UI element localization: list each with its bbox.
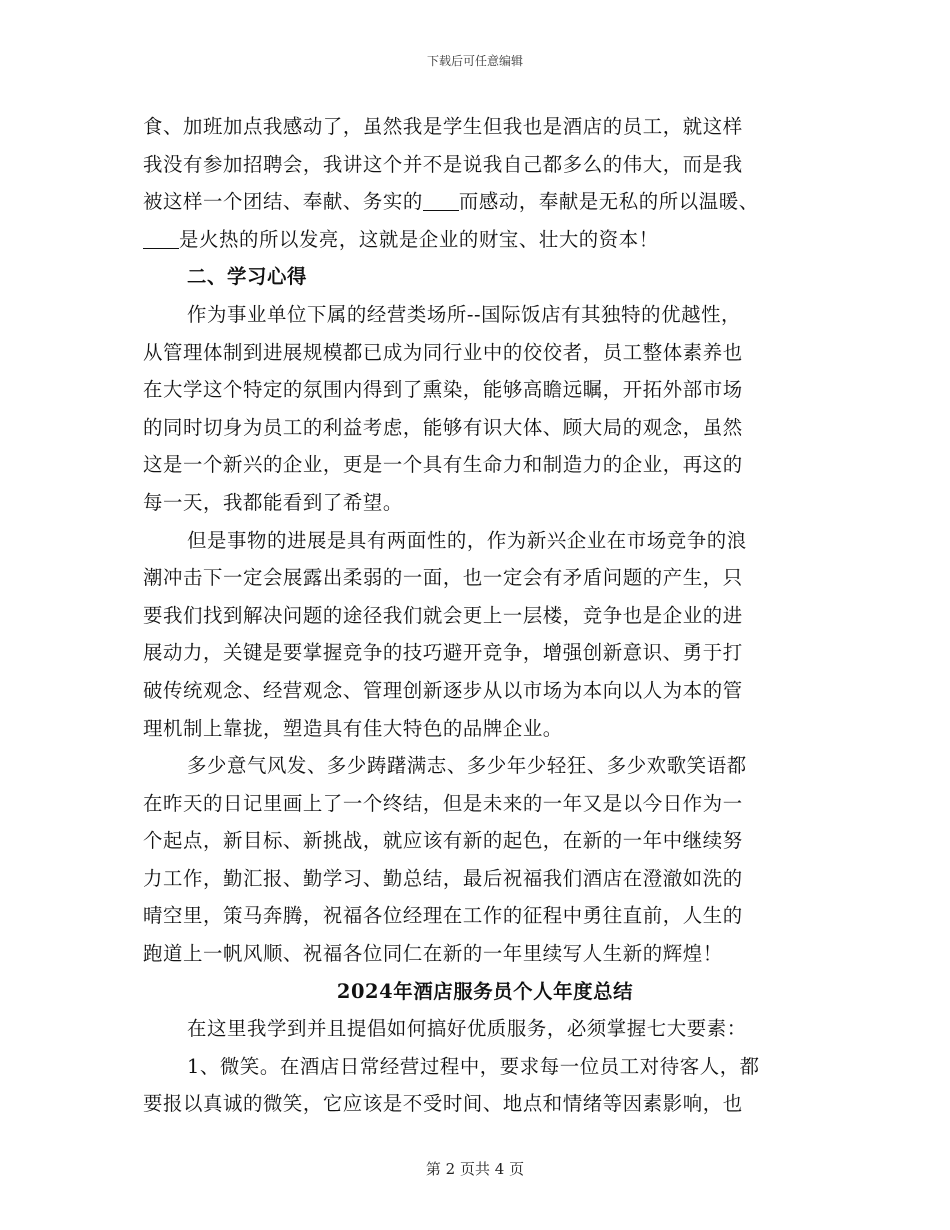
- blank-underline: [423, 191, 459, 211]
- document-body: [143, 108, 807, 1123]
- text-line: 这是一个新兴的企业，更是一个具有生命力和制造力的企业，再这的: [143, 453, 743, 477]
- document-title: 2024年酒店服务员个人年度总结: [336, 979, 634, 1003]
- text-line: 食、加班加点我感动了，虽然我是学生但我也是酒店的员工，就这样: [143, 115, 743, 138]
- text-line: 的同时切身为员工的利益考虑，能够有识大体、顾大局的观念，虽然: [143, 415, 743, 439]
- page-header: 下载后可任意编辑: [426, 54, 523, 68]
- text-line: 每一天，我都能看到了希望。: [143, 490, 403, 514]
- text-segment: 被这样一个团结、奉献、务实的: [143, 190, 423, 214]
- text-line: 破传统观念、经营观念、管理创新逐步从以市场为本向以人为本的管: [143, 678, 743, 702]
- text-line: 在这里我学到并且提倡如何搞好优质服务，必须掌握七大要素：: [187, 1017, 747, 1041]
- text-line: 展动力，关键是要掌握竞争的技巧避开竞争，增强创新意识、勇于打: [143, 641, 743, 665]
- text-line: 从管理体制到进展规模都已成为同行业中的佼佼者，员工整体素养也: [143, 340, 743, 364]
- text-line: 要报以真诚的微笑，它应该是不受时间、地点和情绪等因素影响，也: [143, 1092, 743, 1116]
- text-line: 我没有参加招聘会，我讲这个并不是说我自己都多么的伟大，而是我: [143, 152, 743, 176]
- text-line: 潮冲击下一定会展露出柔弱的一面，也一定会有矛盾问题的产生，只: [143, 566, 743, 590]
- text-line: 在昨天的日记里画上了一个终结，但是未来的一年又是以今日作为一: [143, 791, 743, 815]
- blank-underline: [143, 228, 179, 248]
- text-line: 多少意气风发、多少踌躇满志、多少年少轻狂、多少欢歌笑语都: [187, 754, 747, 778]
- text-line: 1、微笑。在酒店日常经营过程中，要求每一位员工对待客人，都: [187, 1054, 760, 1078]
- text-line: 晴空里，策马奔腾，祝福各位经理在工作的征程中勇往直前，人生的: [143, 904, 743, 928]
- text-line: 但是事物的进展是具有两面性的，作为新兴企业在市场竞争的浪: [187, 528, 747, 552]
- text-line: 跑道上一帆风顺、祝福各位同仁在新的一年里续写人生新的辉煌！: [143, 942, 723, 966]
- text-line: 个起点，新目标、新挑战，就应该有新的起色，在新的一年中继续努: [143, 829, 743, 853]
- page-footer: 第 2 页共 4 页: [425, 1160, 525, 1178]
- text-line: [143, 221, 807, 259]
- text-line: 理机制上靠拢，塑造具有佳大特色的品牌企业。: [143, 716, 563, 740]
- text-segment: 是火热的所以发亮，这就是企业的财宝、壮大的资本！: [179, 227, 659, 251]
- text-line: 要我们找到解决问题的途径我们就会更上一层楼，竞争也是企业的进: [143, 603, 743, 627]
- text-line: [143, 183, 807, 221]
- text-line: 作为事业单位下属的经营类场所--国际饭店有其独特的优越性，: [187, 302, 742, 326]
- text-line: 力工作，勤汇报、勤学习、勤总结，最后祝福我们酒店在澄澈如洗的: [143, 866, 743, 890]
- section-heading: 二、学习心得: [187, 265, 307, 289]
- text-line: 在大学这个特定的氛围内得到了熏染，能够高瞻远瞩，开拓外部市场: [143, 378, 743, 402]
- text-segment: 而感动，奉献是无私的所以温暖、: [458, 190, 759, 214]
